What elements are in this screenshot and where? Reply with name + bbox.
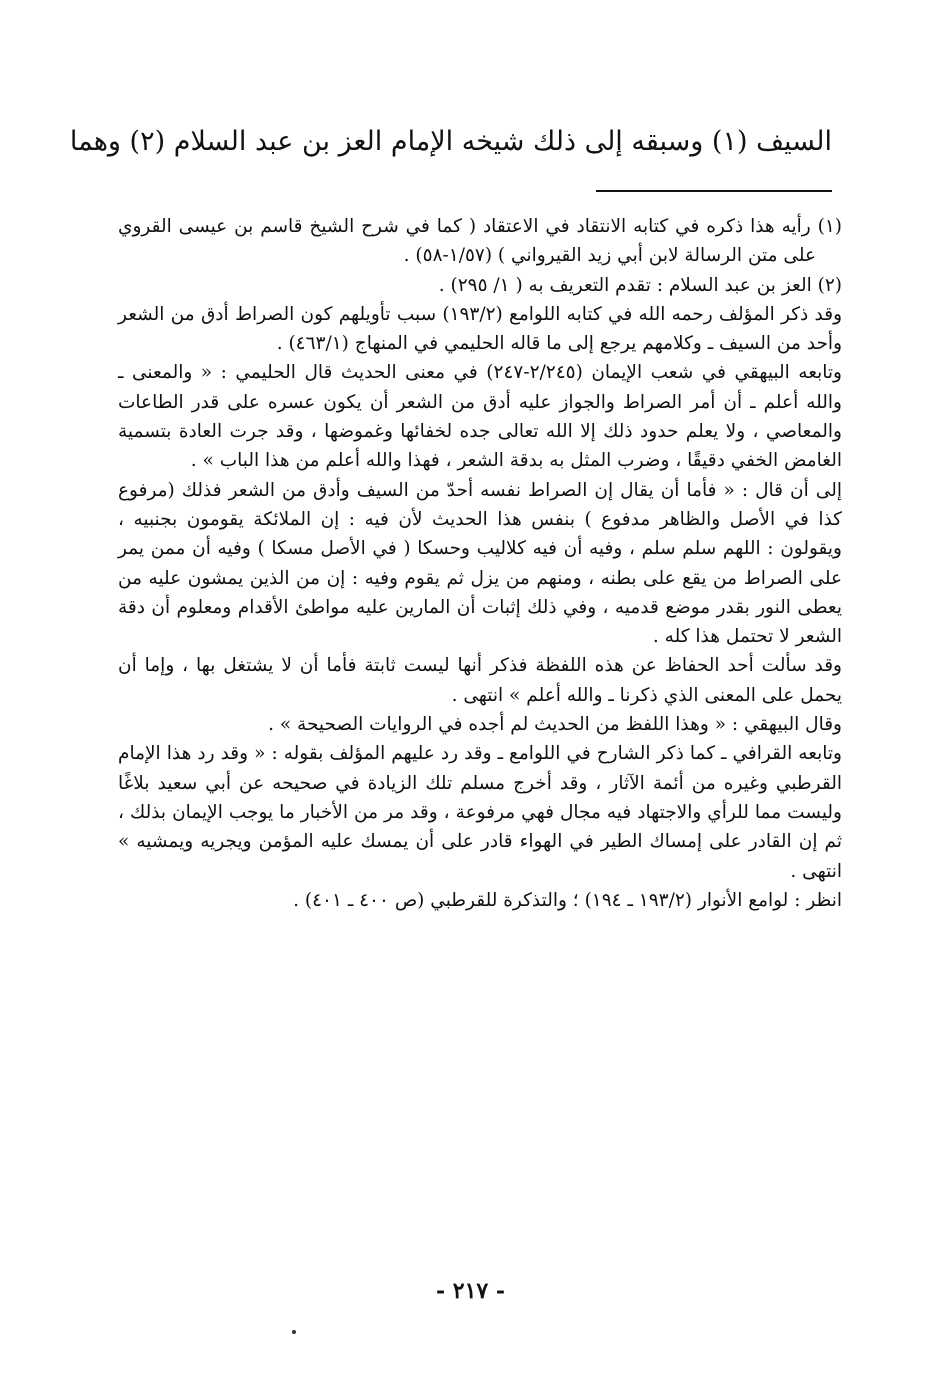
paragraph-2: وتابعه البيهقي في شعب الإيمان (٢/٢٤٥-٢٤٧) في معنى الحديث قال الحليمي : « والمعنى ـ والله أعلم ـ أن أمر الصراط والجواز عليه أدق من الشعر أن يكون عسره على قدر الطاعات والمعاصي ، ولا يعلم حدود ذلك إلا الله تعالى جده لخفائها وغموضها ، وقد جرت العادة بتسمية الغامض الخفي دقيقًا ، وضرب المثل به بدقة الشعر ، فهذا والله أعلم من هذا الباب » . (118, 362, 842, 472)
page-number: - ٢١٧ - (435, 1278, 506, 1304)
paragraph-5: وقال البيهقي : « وهذا اللفظ من الحديث لم أجده في الروايات الصحيحة » . (268, 714, 842, 736)
paragraph-3: إلى أن قال : « فأما أن يقال إن الصراط نفسه أحدّ من السيف وأدق من الشعر فذلك (مرفوع كذا في الأصل والظاهر مدفوع ) بنفس هذا الحديث لأن فيه : إن الملائكة يقومون بجنبيه ، ويقولون : اللهم سلم سلم ، وفيه أن فيه كلاليب وحسكا ( في الأصل مسكا ) وفيه أن ممن يمر على الصراط من يقع على بطنه ، ومنهم من يزل ثم يقوم وفيه : إن من الذين يمشون عليه من يعطى النور بقدر موضع قدميه ، وفي ذلك إثبات أن المارين عليه مواطئ الأقدام ومعلوم أن دقة الشعر لا تحتمل هذا كله . (118, 479, 842, 648)
paragraph-4: وقد سألت أحد الحفاظ عن هذه اللفظة فذكر أنها ليست ثابتة فأما أن لا يشتغل بها ، وإما أن يحمل على المعنى الذي ذكرنا ـ والله أعلم » انتهى . (118, 655, 842, 706)
scan-speck (292, 1330, 296, 1334)
footnote-separator (596, 190, 832, 192)
main-text-line: السيف (١) وسبقه إلى ذلك شيخه الإمام العز بن عبد السلام (٢) وهما (69, 126, 832, 157)
paragraph-1: وقد ذكر المؤلف رحمه الله في كتابه اللوامع (١٩٣/٢) سبب تأويلهم كون الصراط أدق من الشعر وأحد من السيف ـ وكلامهم يرجع إلى ما قاله الحليمي في المنهاج (٤٦٣/١) . (118, 303, 842, 355)
footnote-2-text: العز بن عبد السلام : تقدم التعريف به ( ١/ ٢٩٥) . (438, 274, 812, 296)
footnote-1-text: رأيه هذا ذكره في كتابه الانتقاد في الاعتقاد ( كما في شرح الشيخ قاسم بن عيسى القروي على متن الرسالة لابن أبي زيد القيرواني ) (١/٥٧-٥٨) . (118, 216, 816, 267)
footnote-2-label: (٢) (817, 274, 842, 296)
footnote-2 (118, 271, 842, 300)
footnote-1 (118, 212, 842, 271)
paragraph-6: وتابعه القرافي ـ كما ذكر الشارح في اللوامع ـ وقد رد عليهم المؤلف بقوله : « وقد رد هذا الإمام القرطبي وغيره من أئمة الآثار ، وقد أخرج مسلم تلك الزيادة في صحيحه عن أبي سعيد بلاغًا وليست مما للرأي والاجتهاد فيه مجال فهي مرفوعة ، وقد مر من الأخبار ما يوجب الإيمان بذلك ، ثم إن القادر على إمساك الطير في الهواء قادر على أن يمسك عليه المؤمن ويجريه ويمشيه » انتهى . (118, 743, 842, 882)
footnote-1-label: (١) (817, 216, 842, 237)
footnotes-section (118, 212, 842, 915)
paragraph-7: انظر : لوامع الأنوار (١٩٣/٢ ـ ١٩٤) ؛ والتذكرة للقرطبي (ص ٤٠٠ ـ ٤٠١) . (293, 889, 842, 911)
